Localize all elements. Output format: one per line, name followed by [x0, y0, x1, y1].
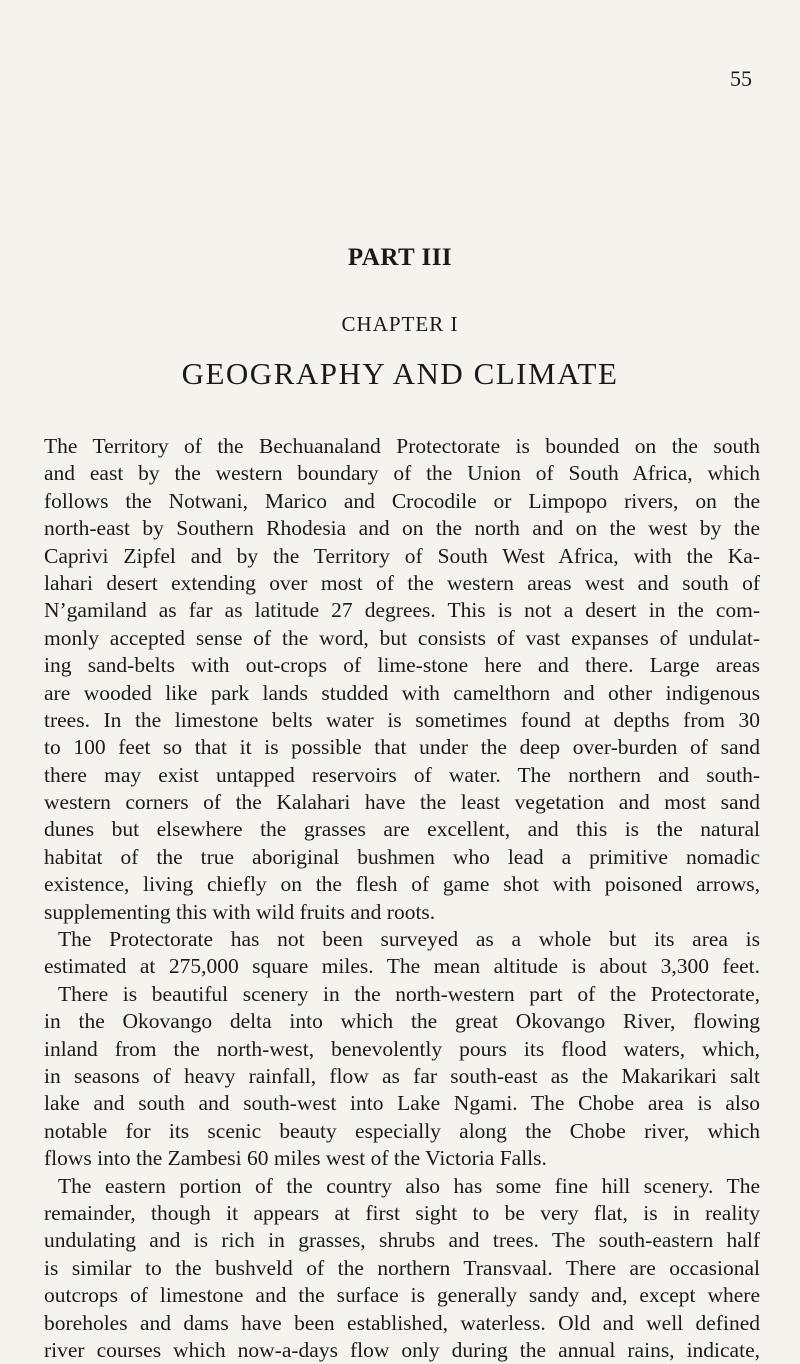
- text-line: notable for its scenic beauty especially along the Chobe river, which: [44, 1118, 760, 1143]
- text-line: lake and south and south-west into Lake Ngami. The Chobe area is also: [44, 1091, 760, 1116]
- text-line: dunes but elsewhere the grasses are excellent, and this is the natural: [44, 817, 760, 842]
- part-heading: PART III: [347, 244, 453, 271]
- text-line: and east by the western boundary of the Union of South Africa, which: [44, 461, 760, 486]
- body-text: [44, 433, 760, 1364]
- text-line: habitat of the true aboriginal bushmen who lead a primitive nomadic: [44, 844, 760, 869]
- text-line: The eastern portion of the country also has some fine hill scenery. The: [58, 1173, 760, 1198]
- text-line: monly accepted sense of the word, but consists of vast expanses of undulat-: [44, 625, 760, 650]
- text-line: is similar to the bushveld of the northern Transvaal. There are occasional: [44, 1255, 760, 1280]
- chapter-heading: CHAPTER I: [341, 312, 459, 336]
- text-line: flows into the Zambesi 60 miles west of the Victoria Falls.: [44, 1146, 547, 1171]
- text-line: lahari desert extending over most of the western areas west and south of: [44, 570, 760, 595]
- text-line: The Territory of the Bechuanaland Protectorate is bounded on the south: [44, 434, 760, 458]
- text-line: supplementing this with wild fruits and roots.: [44, 899, 436, 924]
- text-line: N’gamiland as far as latitude 27 degrees. This is not a desert in the com-: [44, 598, 760, 623]
- text-line: to 100 feet so that it is possible that under the deep over-burden of sand: [44, 735, 760, 760]
- text-line: trees. In the limestone belts water is sometimes found at depths from 30: [44, 707, 760, 732]
- page-number: 55: [730, 66, 752, 91]
- text-line: There is beautiful scenery in the north-western part of the Protectorate,: [58, 981, 760, 1006]
- text-line: Caprivi Zipfel and by the Territory of South West Africa, with the Ka-: [44, 543, 760, 568]
- text-line: The Protectorate has not been surveyed as a whole but its area is: [58, 927, 760, 952]
- text-line: are wooded like park lands studded with camelthorn and other indigenous: [44, 680, 760, 705]
- text-line: existence, living chiefly on the flesh of game shot with poisoned arrows,: [44, 872, 760, 897]
- text-line: western corners of the Kalahari have the least vegetation and most sand: [44, 790, 760, 815]
- chapter-title: GEOGRAPHY AND CLIMATE: [181, 356, 619, 391]
- text-line: in seasons of heavy rainfall, flow as far south-east as the Makarikari salt: [44, 1063, 760, 1088]
- text-line: in the Okovango delta into which the great Okovango River, flowing: [44, 1009, 760, 1034]
- text-line: there may exist untapped reservoirs of water. The northern and south-: [44, 762, 760, 787]
- text-line: inland from the north-west, benevolently pours its flood waters, which,: [44, 1036, 760, 1061]
- text-line: north-east by Southern Rhodesia and on the north and on the west by the: [44, 516, 760, 541]
- text-line: boreholes and dams have been established, waterless. Old and well defined: [44, 1310, 760, 1335]
- text-line: undulating and is rich in grasses, shrubs and trees. The south-eastern half: [44, 1228, 760, 1253]
- text-line: follows the Notwani, Marico and Crocodile or Limpopo rivers, on the: [44, 488, 760, 513]
- text-line: ing sand-belts with out-crops of lime-stone here and there. Large areas: [44, 653, 760, 678]
- text-line: remainder, though it appears at first sight to be very flat, is in reality: [44, 1200, 760, 1225]
- text-line: estimated at 275,000 square miles. The mean altitude is about 3,300 feet.: [44, 954, 760, 979]
- text-line: outcrops of limestone and the surface is generally sandy and, except where: [44, 1283, 760, 1308]
- text-line: river courses which now-a-days flow only during the annual rains, indicate,: [44, 1337, 760, 1362]
